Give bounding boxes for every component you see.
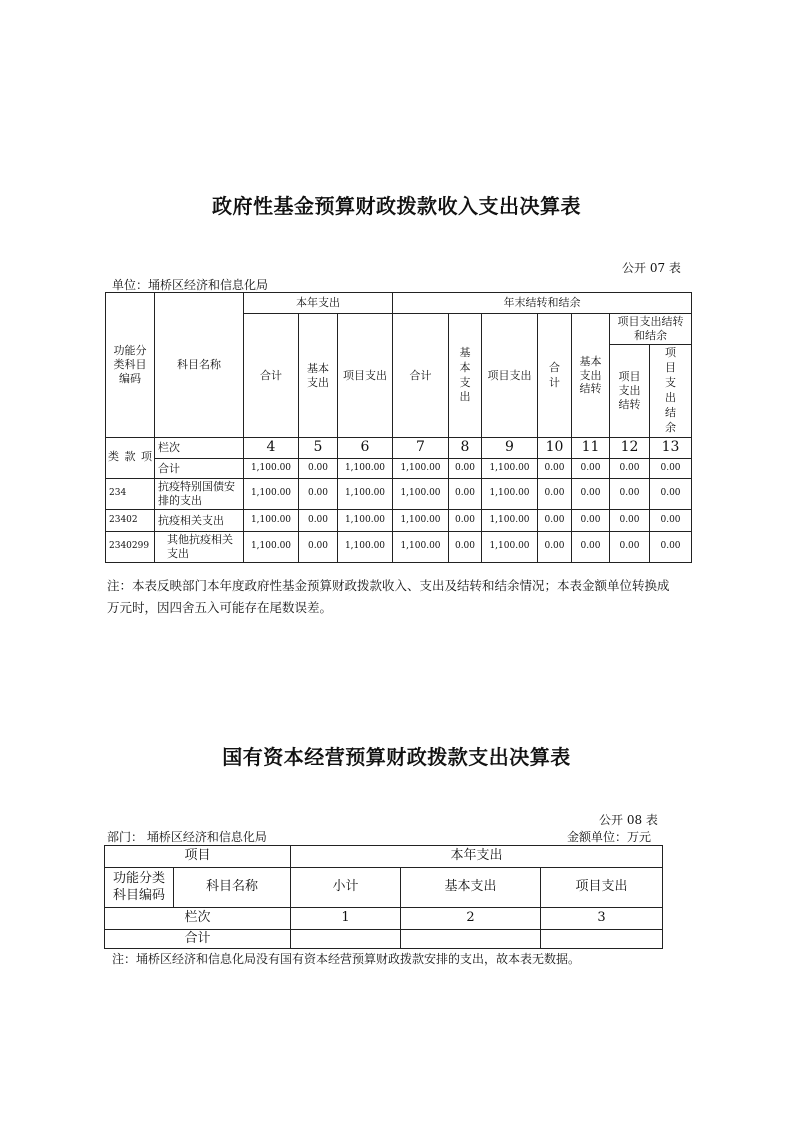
table2-unit-label: 金额单位：万元: [567, 830, 652, 844]
header-project-carry: 项目支出结转: [610, 345, 650, 438]
cell-value: 0.00: [299, 510, 338, 532]
row-code: 2340299: [106, 532, 155, 563]
header-subject-name: 科目名称: [174, 868, 291, 908]
header-subject-name: 科目名称: [155, 293, 244, 438]
cell-value: 0.00: [572, 510, 610, 532]
cell-value: 0.00: [449, 479, 482, 510]
header-func-code: 功能分类科目编码: [106, 293, 155, 438]
cell-value: 0.00: [299, 459, 338, 479]
cell-value: 0.00: [538, 459, 572, 479]
table1-unit-label: 单位：埇桥区经济和信息化局: [112, 278, 269, 292]
header-ye-total2: 合计: [538, 314, 572, 438]
table1-note-line2: 万元时，因四舍五入可能存在尾数误差。: [107, 600, 333, 615]
row-name: 抗疫相关支出: [155, 510, 244, 532]
header-func-code: 功能分类科目编码: [105, 868, 174, 908]
cell-value: 1,100.00: [393, 532, 449, 563]
row-name: 其他抗疫相关支出: [155, 532, 244, 563]
header-ye-basic-carry: 基本支出结转: [572, 314, 610, 438]
cell-value: 1,100.00: [393, 459, 449, 479]
col-number: 4: [244, 438, 299, 459]
cell-value: 0.00: [650, 479, 692, 510]
header-project: 项目支出: [541, 868, 663, 908]
cell-value: 1,100.00: [338, 510, 393, 532]
table-row: [105, 930, 663, 949]
cell-value: 1,100.00: [244, 479, 299, 510]
header-item: 项目: [105, 846, 291, 868]
cell-value: 0.00: [650, 459, 692, 479]
cell-value: [291, 930, 401, 949]
table-row: [106, 532, 692, 563]
cell-value: 1,100.00: [244, 459, 299, 479]
cell-value: 0.00: [650, 532, 692, 563]
header-subtotal: 小计: [291, 868, 401, 908]
header-total: 合计: [244, 314, 299, 438]
col-number: 2: [401, 908, 541, 930]
header-ye-basic: 基本支出: [449, 314, 482, 438]
cell-value: 0.00: [299, 532, 338, 563]
row-code: 23402: [106, 510, 155, 532]
header-project-surplus: 项目支出结余: [650, 345, 692, 438]
header-project: 项目支出: [338, 314, 393, 438]
header-lanci: 栏次: [105, 908, 291, 930]
table-row: [106, 459, 692, 479]
col-number: 9: [482, 438, 538, 459]
cell-value: 0.00: [538, 479, 572, 510]
cell-value: 0.00: [650, 510, 692, 532]
table2-form-number: 公开 08 表: [599, 813, 658, 827]
header-project-carry-group: 项目支出结转和结余: [610, 314, 692, 345]
header-year-end: 年末结转和结余: [393, 293, 692, 314]
header-ye-total: 合计: [393, 314, 449, 438]
cell-value: 0.00: [449, 510, 482, 532]
cell-value: 0.00: [610, 510, 650, 532]
col-number: 11: [572, 438, 610, 459]
header-lei-kuan-xiang: [106, 438, 155, 479]
cell-value: 1,100.00: [393, 510, 449, 532]
col-number: 12: [610, 438, 650, 459]
header-xiang: 项: [141, 450, 152, 463]
table2-dept-label: 部门： 埇桥区经济和信息化局: [107, 830, 267, 844]
header-lei: 类: [108, 450, 119, 463]
cell-value: 0.00: [449, 532, 482, 563]
cell-value: 1,100.00: [338, 479, 393, 510]
cell-value: [541, 930, 663, 949]
header-current-year: 本年支出: [244, 293, 393, 314]
cell-value: 0.00: [299, 479, 338, 510]
table2-note: 注：埇桥区经济和信息化局没有国有资本经营预算财政拨款安排的支出，故本表无数据。: [112, 952, 581, 966]
row-total-label: 合计: [105, 930, 291, 949]
header-lanci: 栏次: [155, 438, 244, 459]
col-number: 6: [338, 438, 393, 459]
table-row: [106, 510, 692, 532]
cell-value: 0.00: [610, 479, 650, 510]
table1-note-line1: 注：本表反映部门本年度政府性基金预算财政拨款收入、支出及结转和结余情况；本表金额单位转换成: [107, 578, 670, 593]
cell-value: [401, 930, 541, 949]
col-number: 7: [393, 438, 449, 459]
cell-value: 1,100.00: [482, 479, 538, 510]
cell-value: 0.00: [610, 532, 650, 563]
cell-value: 1,100.00: [338, 459, 393, 479]
cell-value: 0.00: [538, 510, 572, 532]
col-number: 8: [449, 438, 482, 459]
cell-value: 0.00: [538, 532, 572, 563]
table2-state-capital: [104, 845, 663, 949]
header-basic: 基本支出: [299, 314, 338, 438]
cell-value: 0.00: [572, 532, 610, 563]
cell-value: 1,100.00: [482, 510, 538, 532]
cell-value: 0.00: [572, 459, 610, 479]
table2-title: 国有资本经营预算财政拨款支出决算表: [222, 745, 571, 769]
col-number: 3: [541, 908, 663, 930]
cell-value: 1,100.00: [244, 510, 299, 532]
row-code: 234: [106, 479, 155, 510]
header-ye-project: 项目支出: [482, 314, 538, 438]
header-kuan: 款: [124, 450, 136, 463]
col-number: 5: [299, 438, 338, 459]
table1-title: 政府性基金预算财政拨款收入支出决算表: [212, 194, 581, 218]
table-row: [106, 479, 692, 510]
table1-government-fund: [105, 292, 692, 563]
col-number: 1: [291, 908, 401, 930]
col-number: 10: [538, 438, 572, 459]
header-basic: 基本支出: [401, 868, 541, 908]
table1-form-number: 公开 07 表: [622, 261, 681, 275]
cell-value: 1,100.00: [482, 459, 538, 479]
cell-value: 0.00: [449, 459, 482, 479]
cell-value: 1,100.00: [244, 532, 299, 563]
table1-note: [107, 575, 697, 619]
row-name: 合计: [155, 459, 244, 479]
cell-value: 1,100.00: [482, 532, 538, 563]
col-number: 13: [650, 438, 692, 459]
cell-value: 1,100.00: [393, 479, 449, 510]
header-current-year: 本年支出: [291, 846, 663, 868]
row-name: 抗疫特别国债安排的支出: [155, 479, 244, 510]
cell-value: 1,100.00: [338, 532, 393, 563]
cell-value: 0.00: [572, 479, 610, 510]
cell-value: 0.00: [610, 459, 650, 479]
